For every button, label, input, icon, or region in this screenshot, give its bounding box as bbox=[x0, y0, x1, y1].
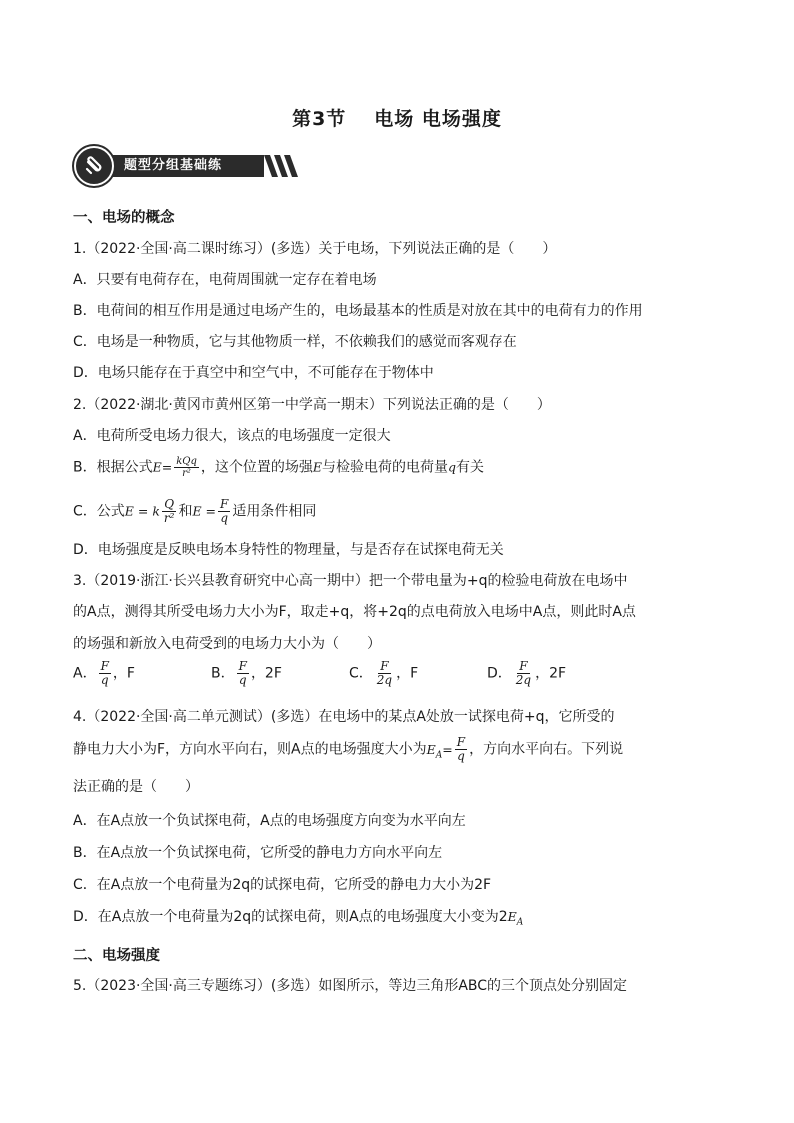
section-name: 电场 电场强度 bbox=[374, 108, 502, 130]
banner-label: 题型分组基础练 bbox=[94, 155, 264, 177]
q3-stem-line1: 3.（2019·浙江·长兴县教育研究中心高一期中）把一个带电量为+q的检验电荷放在电场中 bbox=[73, 573, 628, 589]
q4-stem-line3: 法正确的是（ ） bbox=[73, 779, 199, 795]
q1-option-c[interactable]: C．电场是一种物质，它与其他物质一样，不依赖我们的感觉而客观存在 bbox=[73, 334, 517, 350]
q2-option-a[interactable]: A．电荷所受电场力很大，该点的电场强度一定很大 bbox=[73, 428, 391, 444]
q2-option-b[interactable]: B．根据公式E= $\frac{\text{kQq}}{\text{r²}}$ ，这个位置的场强E与检验电荷的电荷量q有关 bbox=[73, 456, 485, 479]
q4-option-c[interactable]: C．在A点放一个电荷量为2q的试探电荷，它所受的静电力大小为2F bbox=[73, 877, 492, 893]
formula-fraction: $\frac{\text{kQq}}{\text{r²}}$ bbox=[176, 456, 197, 479]
formula-fraction: $\frac{F}{q}$ bbox=[220, 497, 229, 525]
q2-option-c[interactable]: C．公式E = k $\frac{Q}{\text{r²}}$ 和E = $\frac{F}{q}$ 适用条件相同 bbox=[73, 497, 317, 525]
q5-stem-line1: 5.（2023·全国·高三专题练习）(多选）如图所示，等边三角形ABC的三个顶点处分别固定 bbox=[73, 978, 628, 994]
section-number: 第3节 bbox=[292, 108, 347, 130]
q3-option-b[interactable]: B． $\frac{F}{q}$ ，2F bbox=[211, 659, 282, 687]
formula-fraction: $\frac{Q}{\text{r²}}$ bbox=[163, 497, 175, 525]
q2-option-d[interactable]: D．电场强度是反映电场本身特性的物理量，与是否存在试探电荷无关 bbox=[73, 542, 504, 558]
q3-stem-line2: 的A点，测得其所受电场力大小为F，取走+q，将+2q的点电荷放入电场中A点，则此时A点 bbox=[73, 604, 636, 620]
q1-option-a[interactable]: A．只要有电荷存在，电荷周围就一定存在着电场 bbox=[73, 272, 377, 288]
q3-options bbox=[73, 660, 733, 696]
page-title bbox=[0, 104, 794, 131]
q4-option-d[interactable]: D．在A点放一个电荷量为2q的试探电荷，则A点的电场强度大小变为$2E_A$ bbox=[73, 909, 524, 928]
q4-option-b[interactable]: B．在A点放一个负试探电荷，它所受的静电力方向水平向左 bbox=[73, 845, 443, 861]
section-heading-1: 一、电场的概念 bbox=[73, 210, 175, 226]
section-heading-2: 二、电场强度 bbox=[73, 948, 160, 964]
q4-option-a[interactable]: A．在A点放一个负试探电荷，A点的电场强度方向变为水平向左 bbox=[73, 813, 466, 829]
q4-stem-line2: 静电力大小为F，方向水平向右，则A点的电场强度大小为$E_A=$ $\frac{F}{q}$ ，方向水平向右。下列说 bbox=[73, 735, 624, 763]
q3-option-d[interactable]: D． $\frac{F}{2q}$ ，2F bbox=[487, 659, 567, 687]
practice-banner bbox=[74, 146, 284, 186]
q3-option-c[interactable]: C． $\frac{F}{2q}$ ，F bbox=[349, 659, 419, 687]
banner-stripes-icon bbox=[264, 155, 304, 177]
q1-stem: 1.（2022·全国·高二课时练习）(多选）关于电场，下列说法正确的是（ ） bbox=[73, 241, 557, 257]
q4-stem-line1: 4.（2022·全国·高二单元测试）(多选）在电场中的某点A处放一试探电荷+q，它所受的 bbox=[73, 709, 615, 725]
q3-stem-line3: 的场强和新放入电荷受到的电场力大小为（ ） bbox=[73, 636, 381, 652]
q2-stem: 2.（2022·湖北·黄冈市黄州区第一中学高一期末）下列说法正确的是（ ） bbox=[73, 397, 551, 413]
q3-option-a[interactable]: A． $\frac{F}{q}$ ，F bbox=[73, 659, 135, 687]
q1-option-d[interactable]: D．电场只能存在于真空中和空气中，不可能存在于物体中 bbox=[73, 365, 434, 381]
clip-icon bbox=[74, 146, 114, 186]
q1-option-b[interactable]: B．电荷间的相互作用是通过电场产生的，电场最基本的性质是对放在其中的电荷有力的作用 bbox=[73, 303, 643, 319]
